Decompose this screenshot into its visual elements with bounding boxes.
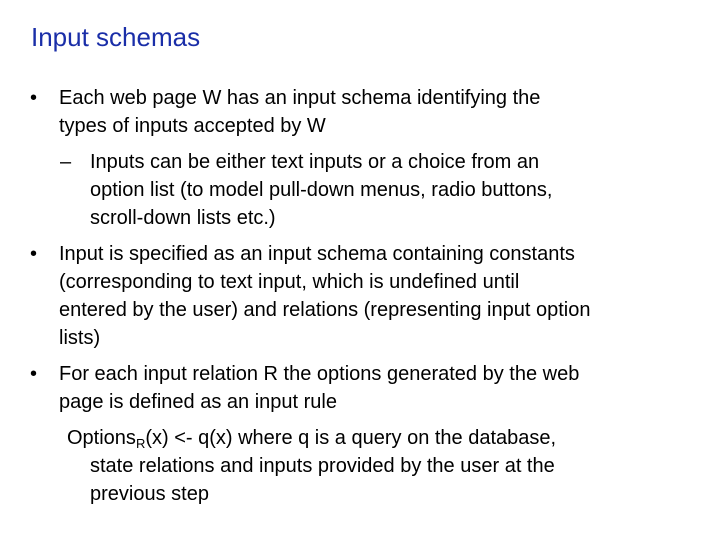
bullet-marker: •	[30, 243, 38, 265]
bullet1-line2: types of inputs accepted by W	[59, 115, 326, 137]
sub1-line1: Inputs can be either text inputs or a choice from an	[90, 151, 540, 173]
rule-line1	[67, 426, 556, 450]
bullet1-line1: Each web page W has an input schema identifying the	[59, 87, 541, 109]
slide-title: Input schemas	[31, 22, 201, 52]
rule-line2: state relations and inputs provided by the user at the	[90, 455, 555, 477]
rule-line3: previous step	[90, 483, 209, 505]
bullet3-line2: page is defined as an input rule	[59, 391, 337, 413]
bullet2-line3: entered by the user) and relations (representing input option	[59, 299, 591, 321]
sub1-line2: option list (to model pull-down menus, radio buttons,	[90, 179, 553, 201]
bullet2-line4: lists)	[59, 327, 101, 349]
bullet-marker: •	[30, 363, 38, 385]
rule-rest: (x) <- q(x) where q is a query on the database,	[145, 427, 557, 449]
sub-bullet-marker: –	[60, 151, 72, 173]
sub1-line3: scroll-down lists etc.)	[90, 207, 276, 229]
rule-subscript: R	[135, 436, 146, 451]
bullet2-line2: (corresponding to text input, which is undefined until	[59, 271, 520, 293]
rule-prefix: Options	[67, 427, 136, 449]
bullet2-line1: Input is specified as an input schema containing constants	[59, 243, 575, 265]
bullet3-line1: For each input relation R the options generated by the web	[59, 363, 580, 385]
bullet-marker: •	[30, 87, 38, 109]
